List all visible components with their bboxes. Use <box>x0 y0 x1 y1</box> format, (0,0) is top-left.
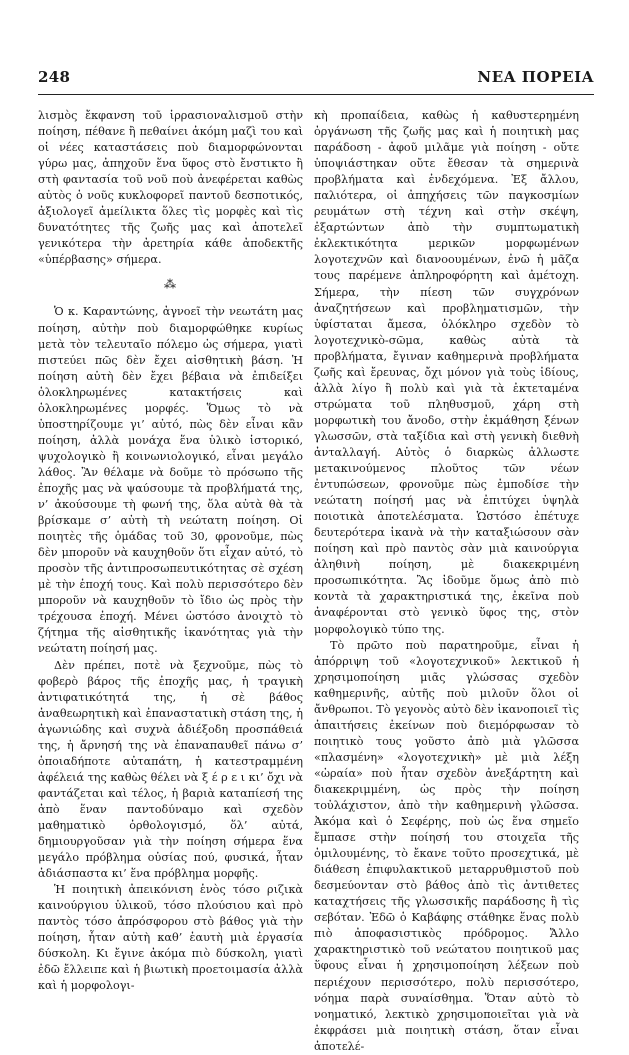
paragraph: λισμὸς ἔκφανση τοῦ ἰρρασιοναλισμοῦ στὴν ποίηση, πέθανε ἢ πεθαίνει ἀκόμη μαζὶ του καὶ οἱ νέες καταστάσεις ποὺ διαμορφώνονται γύρω μας, ἀπηχοῦν ἕνα ὕφος στὸ ἔνστικτο ἢ στὴ φαντασία τοῦ νοῦ ποὺ ἀνεφέρεται καθὼς αὐτὸς ὁ νοῦς κυκλοφορεῖ παντοῦ δεσποτικός, ἀξιολογεῖ ἀμείλικτα ὅλες τὶς μορφὲς καὶ τὶς δυνατότητες τῆς ζωῆς μας καὶ ἀποτελεῖ γενικότερα τὴν ἀρετηρία κάθε ἀποδεκτῆς «ὑπέρβασης» σήμερα. <box>38 109 303 267</box>
header-rule <box>38 94 594 95</box>
paragraph: Ὁ κ. Καραντώνης, ἀγνοεῖ τὴν νεωτάτη μας ποίηση, αὐτὴν ποὺ διαμορφώθηκε κυρίως μετὰ τὸν τελευταῖο πόλεμο ὡς σήμερα, γιατὶ πιστεύει πῶς δὲν ἔχει αἰσθητικὴ βάση. Ἡ ποίηση αὐτὴ δὲν ἔχει βέβαια νὰ ἐπιδείξει ὁλοκληρωμένες κατακτήσεις καὶ ὁλοκληρωμένες μορφές. Ὅμως τὸ νὰ ὑποστηρίζουμε γι’ αὐτό, πὼς δὲν εἶναι κἂν ποίηση, ἀλλὰ μονάχα ἕνα ὑλικὸ ἱστορικό, ψυχολογικὸ ἢ κοινωνιολογικό, εἶναι μεγάλο λάθος. Ἂν θέλαμε νὰ δοῦμε τὸ πρόσωπο τῆς ἐποχῆς μας νὰ ψαύσουμε τὰ προβλήματά της, ν’ ἀκούσουμε τὴ φωνή της, ὅλα αὐτὰ θὰ τὰ βρίσκαμε σ’ αὐτὴ τὴ νεώτατη ποίηση. Οἱ ποιητὲς τῆς ὁμάδας τοῦ 30, φρονοῦμε, πὼς δὲν μποροῦν νὰ καυχηθοῦν ὅτι εἶχαν αὐτό, τὸ προσὸν τῆς ἀντιπροσωπευτικότητας σὲ σχέση μὲ τὴν ἐποχή τους. Καὶ πολὺ περισσότερο δὲν μποροῦν νὰ καυχηθοῦν τὸ ἴδιο ὡς πρὸς τὴν τρέχουσα ἐποχή. Μένει ὡστόσο ἀνοιχτὸ τὸ ζήτημα τῆς αἰσθητικῆς ἱκανότητας γιὰ τὴν νεώτατη ποίησή μας. <box>38 305 303 656</box>
paragraph: Τὸ πρῶτο ποὺ παρατηροῦμε, εἶναι ἡ ἀπόρριψη τοῦ «λογοτεχνικοῦ» λεκτικοῦ ἡ χρησιμοποίηση μιᾶς γλώσσας σχεδὸν καθημερινῆς, αὐτῆς ποὺ μιλοῦν ὅλοι οἱ ἄνθρωποι. Τὸ γεγονὸς αὐτὸ δὲν ἱκανοποιεῖ τὶς ἀπαιτήσεις ἐκείνων ποὺ διεμόρφωσαν τὸ ποιητικὸ τους γοῦστο ἀπὸ μιὰ γλῶσσα «πλασμένη» «λογοτεχνικὴ» μὲ μιὰ λέξη «ὡραία» ποὺ ἦταν σχεδὸν ἀνεξάρτητη καὶ διακεκριμμένη, ὡς πρὸς τὴν ποίηση τοὐλάχιστον, ἀπὸ τὴν καθημερινὴ γλῶσσα. Ἀκόμα καὶ ὁ Σεφέρης, ποὺ ὡς ἕνα σημεῖο ἔμπασε στὴν ποίησή του στοιχεῖα τῆς ὁμιλουμένης, τὸ ἔκανε τοῦτο προσεχτικά, μὲ διάθεση ἐπιφυλακτικοῦ μεταρρυθμιστοῦ ποὺ δεσμεύονταν στὸ βάθος ἀπὸ τὶς ἀντιθετες καταχτήσεις τῆς γλωσσικῆς παράδοσης ἢ τὶς σεβόταν. Ἐδῶ ὁ Καβάφης στάθηκε ἕνας πολὺ πιὸ ἀποφασιστικὸς πρόδρομος. Ἄλλο χαρακτηριστικὸ τοῦ νεώτατου ποιητικοῦ μας ὕφους εἶναι ἡ χρησιμοποίηση λέξεων ποὺ περιέχουν περισσότερο, πολὺ περισσότερο, νόημα παρὰ συναίσθημα. Ὅταν αὐτὸ τὸ νοηματικό, λεκτικὸ χρησιμοποιεῖται γιὰ νὰ ἐκφράσει μιὰ ποιητικὴ στάση, ὅταν εἶναι ἀποτελέ- <box>314 638 579 1053</box>
paragraph: κὴ προπαίδεια, καθὼς ἡ καθυστερημένη ὀργάνωση τῆς ζωῆς μας καὶ ἡ ποιητικὴ μας παράδοση - ἀφοῦ μιλᾶμε γιὰ ποίηση - οὔτε ὑποψιάστηκαν οὔτε ἔθεσαν τὰ σημερινὰ προβλήματα καὶ ἐνδεχόμενα. Ἐξ ἄλλου, παλιότερα, οἱ ἀπηχήσεις τῶν παγκοσμίων ρευμάτων στὴ τέχνη καὶ στὴν σκέψη, ἐξαρτώντων ἀπὸ τὴν συμπτωματικὴ ἐκλεκτικότητα μερικῶν μορφωμένων λογοτεχνῶν καὶ διανοουμένων, ἐνῶ ἡ μᾶζα τους παρέμενε ἀπληροφόρητη καὶ ἀμέτοχη. Σήμερα, τὴν πίεση τῶν συγχρόνων ἀναζητήσεων καὶ προβληματισμῶν, τὴν ὑφίσταται ἄμεσα, ὁλόκληρο σχεδὸν τὸ λογοτεχνικὸ-σῶμα, καθὼς αὐτὰ τὰ προβλήματα, ἔγιναν καθημερινὰ προβλήματα ζωῆς καὶ ἔρευνας, ὄχι μόνον γιὰ τοὺς ἰδίους, ἀλλὰ λίγο ἢ πολὺ καὶ γιὰ τὰ ἐκτεταμένα στρώματα τοῦ πληθυσμοῦ, χάρη στὴ μορφωτικὴ του ἄνοδο, στὴν ἐκμάθηση ξένων γλωσσῶν, στὰ ταξίδια καὶ στὴ γενικὴ διεθνὴ ἀνταλλαγή. Αὐτὸς ὁ διαρκὼς ἀλλωστε μετακινούμενος πλοῦτος τῶν νέων ἐντυπώσεων, φρονοῦμε πὼς ἐμποδίσε τὴν νεώτατη ποίησή μας νὰ ἐπιτύχει ὑψηλὰ ποιοτικὰ ἀποτελέσματα. Ὡστόσο ἐπέτυχε δευτερότερα ἱκανὰ νὰ τὴν καταξιώσουν σὰν ποίηση καὶ πρὸ παντὸς σὰν μιὰ καινούργια ἀληθινὴ ποίηση, μὲ διακεκριμένη προσωπικότητα. Ἂς ἰδοῦμε ὅμως ἀπὸ πιὸ κοντὰ τὰ χαρακτηριστικά της, ἐκεῖνα ποὺ ἀναφέρονται στὸ γενικὸ ὕφος της, στὸν μορφολογικὸ τύπο της. <box>314 109 579 636</box>
section-separator: ⁂ <box>164 277 177 292</box>
page-header <box>38 68 594 90</box>
running-head: ΝΕΑ ΠΟΡΕΙΑ <box>477 68 594 86</box>
page-number: 248 <box>38 68 71 86</box>
paragraph: Ἡ ποιητικὴ ἀπεικόνιση ἑνὸς τόσο ριζικὰ καινούργιου ὑλικοῦ, τόσο πλούσιου καὶ πρὸ παντὸς τόσο ἀπρόσφορου στὸ βάθος γιὰ τὴν ποίηση, ἦταν αὐτὴ καθ’ ἑαυτὴ μιὰ ἐργασία δύσκολη. Κι ἔγινε ἀκόμα πιὸ δύσκολη, γιατὶ ἐδῶ ἔλλειπε καὶ ἡ βιωτικὴ προετοιμασία ἀλλὰ καὶ ἡ μορφολογι- <box>38 883 303 993</box>
right-column <box>314 108 579 1055</box>
paragraph: Δὲν πρέπει, ποτὲ νὰ ξεχνοῦμε, πὼς τὸ φοβερὸ βάρος τῆς ἐποχῆς μας, ἡ τραγικὴ ἀντιφατικότητά της, ἡ σὲ βάθος ἀναθεωρητικὴ καὶ ἐπαναστατικὴ στάση της, ἡ ἀγωνιώδης καὶ συχνὰ ἀδιέξοδη προσπάθειά της, ἡ ἄρνησή της νὰ ἐπαναπαυθεῖ πάνω σ’ ὁποιαδήποτε αὐταπάτη, ἡ κατεστραμμένη ἀφέλειά της καθὼς θέλει νὰ ξ έ ρ ε ι κι’ ὄχι νὰ φαντάζεται καὶ τέλος, ἡ βαριὰ καταπίεσή της ἀπὸ ἕναν παντοδύναμο καὶ σχεδὸν μαθηματικὸ ὀρθολογισμό, ὅλ’ αὐτά, δημιουργοῦσαν γιὰ τὴν ποίηση σήμερα ἕνα μεγάλο πρόβλημα οὐσίας πού, φυσικά, ἦταν ἀδιάσπαστα κι’ ἕνα πρόβλημα μορφῆς. <box>38 658 303 881</box>
left-column <box>38 108 303 994</box>
